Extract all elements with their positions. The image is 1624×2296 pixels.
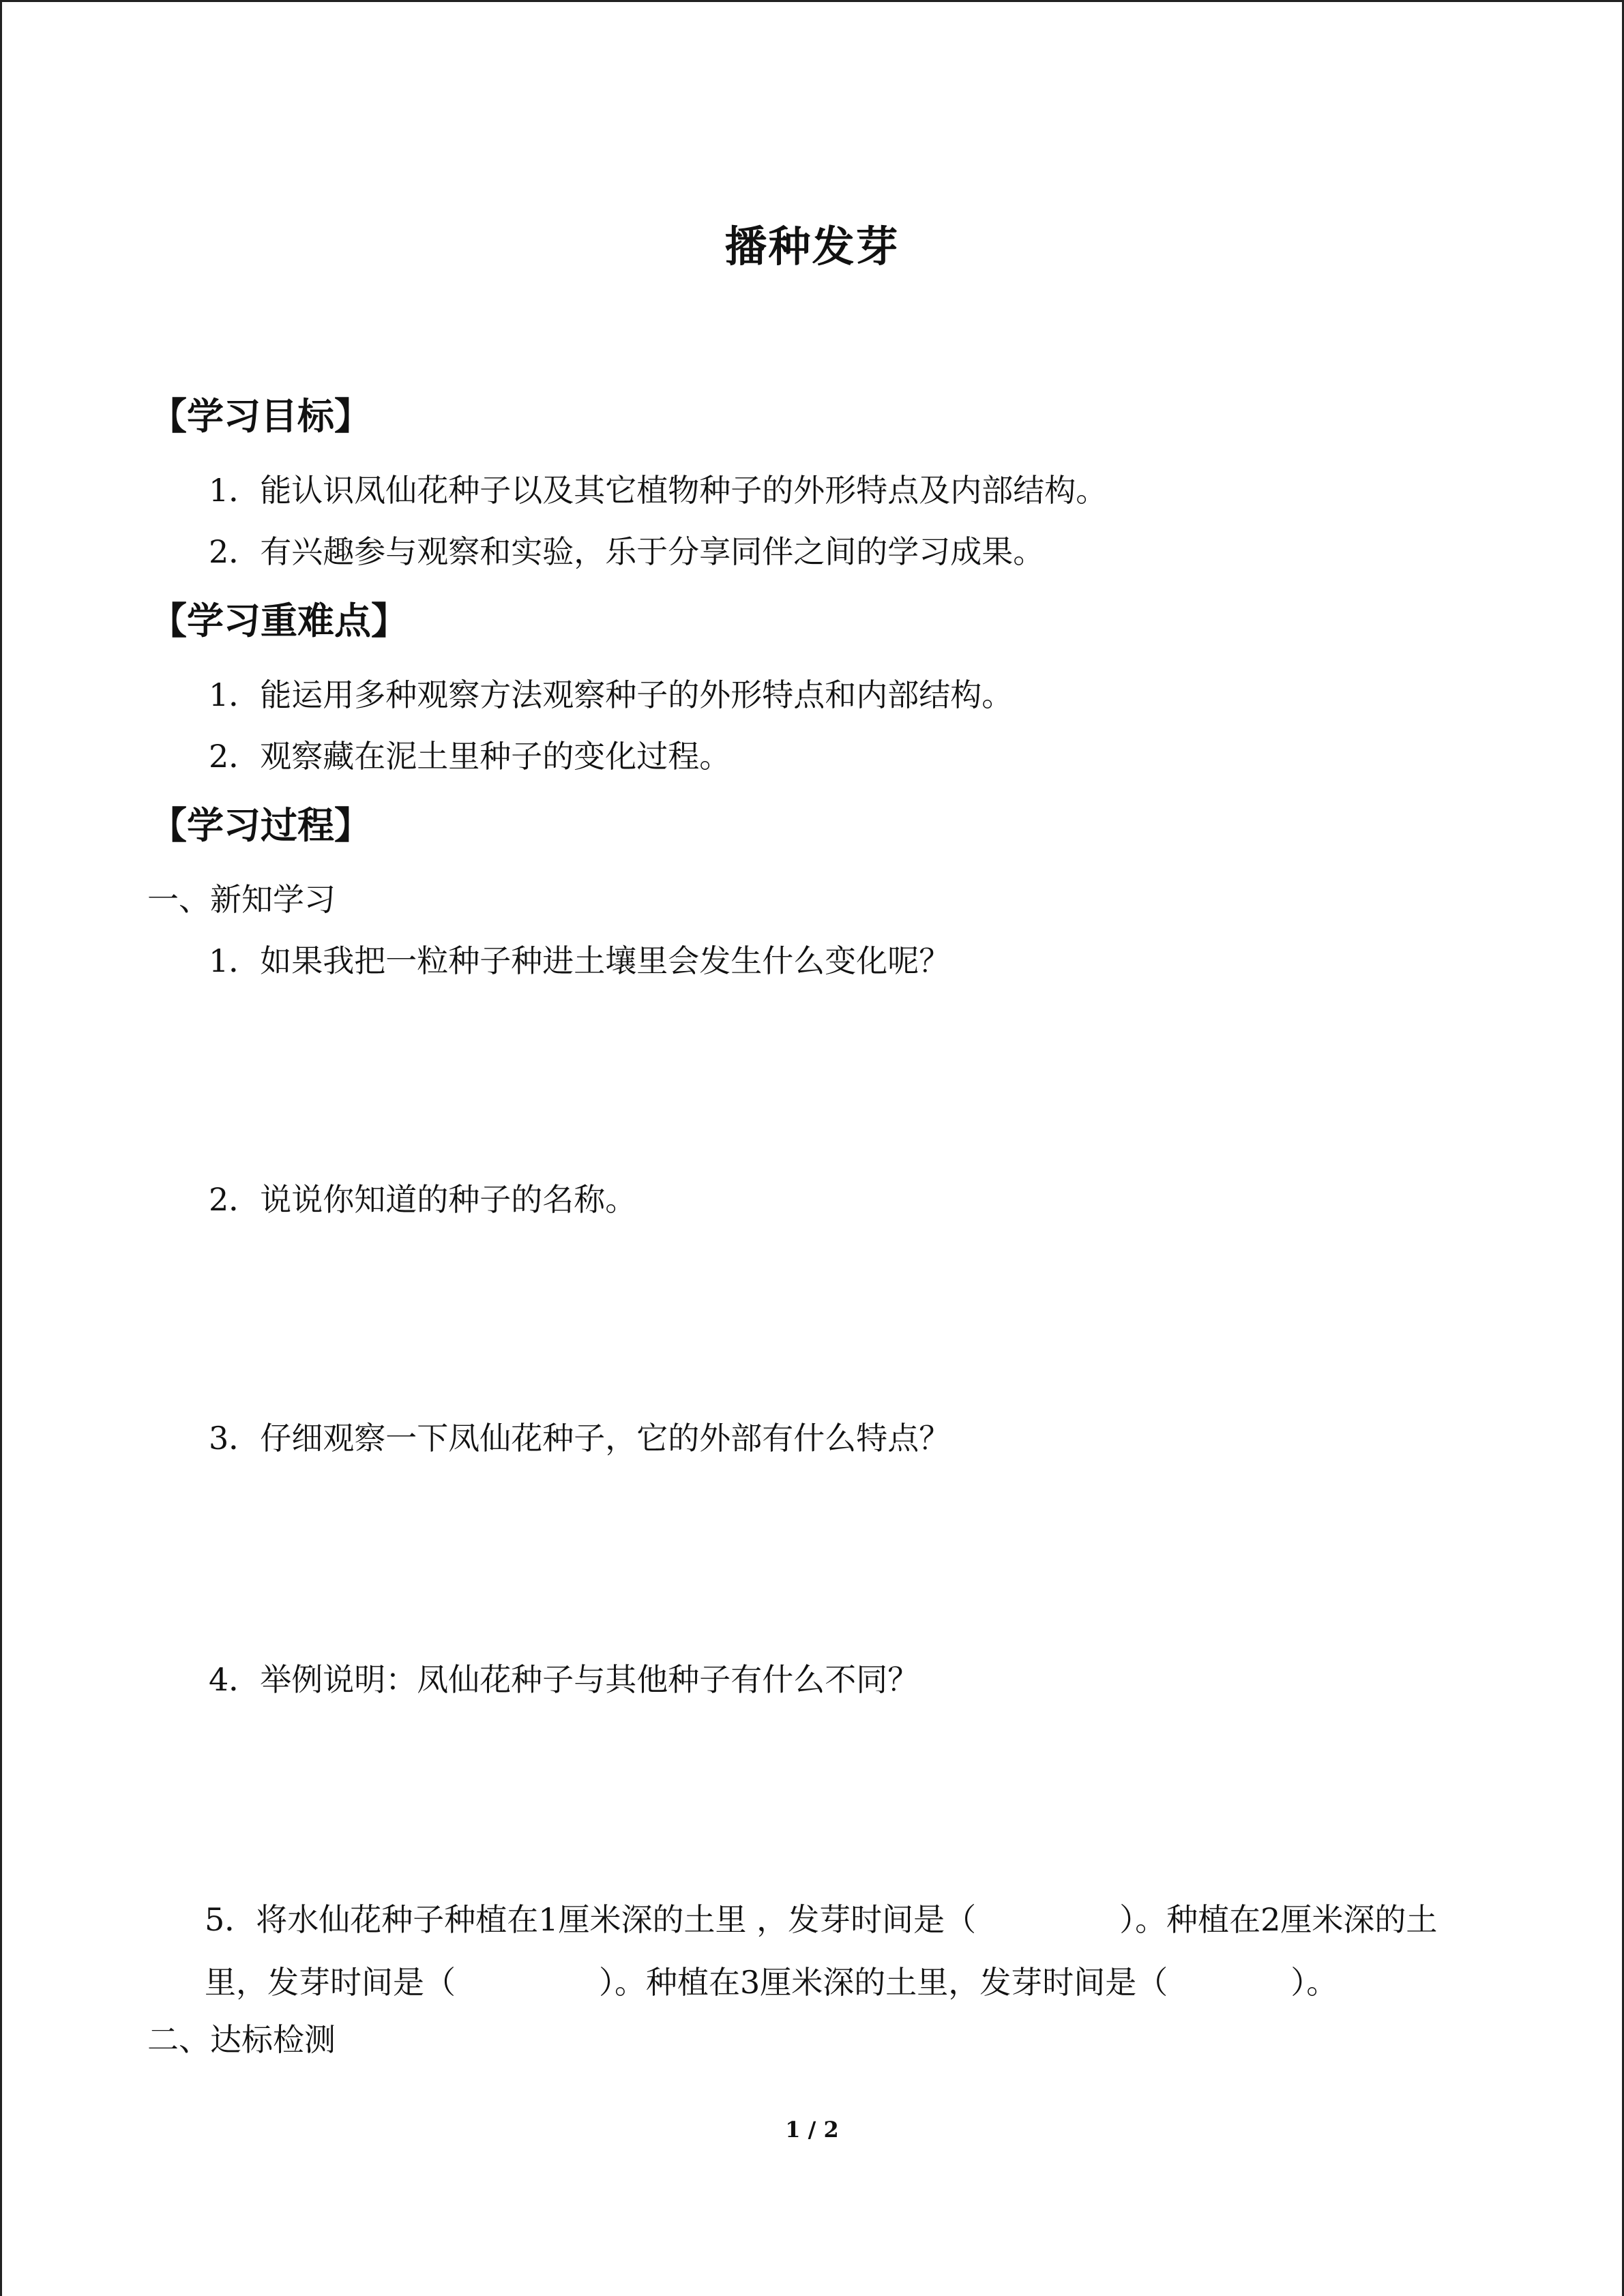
- question-5-text-2: ）。种植在2厘米深的土: [1119, 1901, 1438, 1938]
- question-5-text-5: ）。: [1290, 1964, 1338, 2001]
- part1-label: 一、新知学习: [147, 881, 336, 918]
- goal-item-1: 1．能认识凤仙花种子以及其它植物种子的外形特点及内部结构。: [209, 472, 1108, 509]
- goal-item-2: 2．有兴趣参与观察和实验，乐于分享同伴之间的学习成果。: [209, 533, 1045, 570]
- question-3: 3．仔细观察一下凤仙花种子，它的外部有什么特点？: [209, 1420, 951, 1457]
- question-1: 1．如果我把一粒种子种进土壤里会发生什么变化呢？: [209, 942, 951, 979]
- section-heading-process: 【学习过程】: [150, 804, 371, 847]
- page-border-top: [0, 0, 1624, 2]
- section-heading-goals: 【学习目标】: [150, 395, 371, 438]
- question-2: 2．说说你知道的种子的名称。: [209, 1181, 637, 1218]
- question-5-line-1: [205, 1901, 1437, 1939]
- key-point-item-2: 2．观察藏在泥土里种子的变化过程。: [209, 738, 731, 775]
- question-5-line-2: [205, 1964, 1338, 2001]
- question-5-text-3: 里，发芽时间是（: [205, 1964, 456, 2001]
- page-number: 1 / 2: [785, 2117, 839, 2143]
- question-5-text-1: 5．将水仙花种子种植在1厘米深的土里 ，发芽时间是（: [205, 1901, 977, 1938]
- page-title: 播种发芽: [724, 222, 900, 271]
- key-point-item-1: 1．能运用多种观察方法观察种子的外形特点和内部结构。: [209, 676, 1014, 713]
- question-4: 4．举例说明：凤仙花种子与其他种子有什么不同？: [209, 1661, 919, 1698]
- page-border-left: [0, 0, 2, 2296]
- section-heading-key-points: 【学习重难点】: [150, 599, 408, 642]
- question-5-text-4: ）。种植在3厘米深的土里，发芽时间是（: [599, 1964, 1168, 2001]
- part2-label: 二、达标检测: [147, 2021, 336, 2058]
